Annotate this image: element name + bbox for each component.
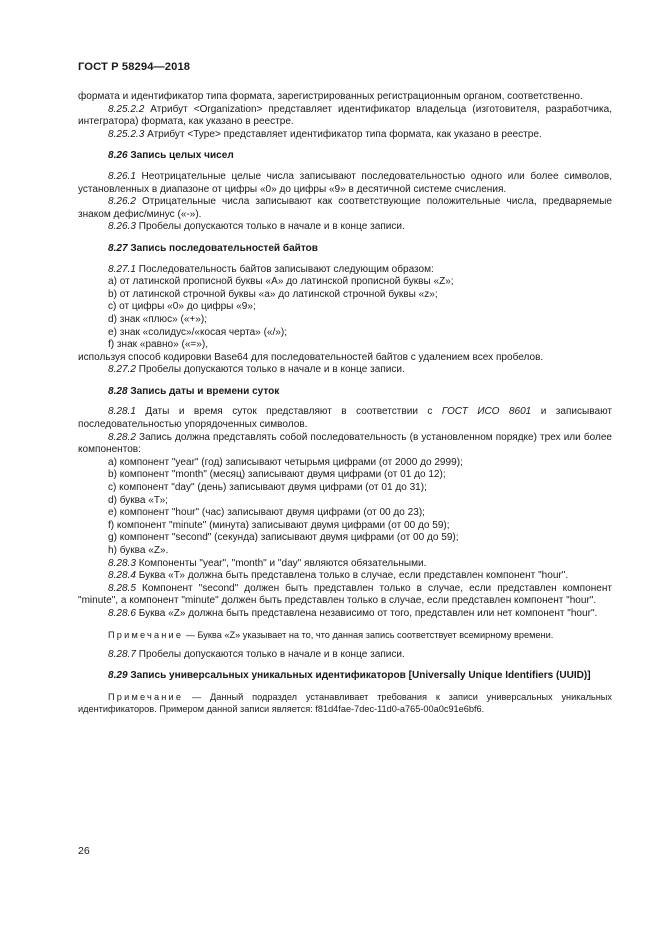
clause-8-27-1: 8.27.1 Последовательность байтов записывают следующим образом: [108,263,434,275]
clause-8-28-7: 8.28.7 Пробелы допускаются только в начале и в конце записи. [108,648,405,660]
list-item: с) компонент "day" (день) записывают двумя цифрами (от 01 до 31); [108,482,427,494]
note: Примечание — Буква «Z» указывает на то, что данная запись соответствует всемирному времени. [108,629,554,640]
clause-8-28-4: 8.28.4 Буква «Т» должна быть представлена только в случае, если представлен компонент "hour". [108,570,569,582]
section-heading-8-28: 8.28 Запись даты и времени суток [108,385,280,397]
list-item: е) знак «солидус»/«косая черта» («/»); [108,326,288,338]
clause-8-28-2: 8.28.2 Запись должна представлять собой последовательность (в установленном порядке) трех или более компонентов: [78,431,612,456]
section-heading-8-27: 8.27 Запись последовательностей байтов [108,242,318,254]
note: Примечание — Данный подраздел устанавливает требования к записи универсальных уникальных идентификаторов. Примером данной записи является: f81d4fae-7dec-11d0-a765-00a0c91e6bf6. [78,691,612,714]
list-item: с) от цифры «0» до цифры «9»; [108,301,256,313]
clause-8-26-2: 8.26.2 Отрицательные числа записывают как соответствующие положительные числа, предваряемые знаком дефис/минус («-»). [78,196,612,220]
clause-8-25-2-2: 8.25.2.2 Атрибут <Organization> представляет идентификатор владельца (изготовителя, разработчика, интегратора) формата, как указано в реестре. [78,103,612,128]
list-item: а) от латинской прописной буквы «А» до латинской прописной буквы «Z»; [108,276,454,288]
clause-8-28-6: 8.28.6 Буква «Z» должна быть представлена независимо от того, представлен или нет компонент "hour". [108,607,598,619]
clause-8-28-5: 8.28.5 Компонент "second" должен быть представлен только в случае, если представлен компонент "minute", а компонент "minute" должен быть представлен только в случае, если представлен компонент "hour". [78,582,612,607]
list-continuation: используя способ кодировки Base64 для последовательностей байтов с удалением всех пробелов. [78,351,544,363]
section-heading-8-29: 8.29 Запись универсальных уникальных идентификаторов [Universally Unique Identifiers (UUID)] [108,670,591,682]
clause-8-25-2-3: 8.25.2.3 Атрибут <Type> представляет идентификатор типа формата, как указано в реестре. [108,128,542,140]
document-body [78,91,612,715]
list-item: b) компонент "month" (месяц) записывают двумя цифрами (от 01 до 12); [108,469,446,481]
page-header: ГОСТ Р 58294—2018 [78,61,191,73]
clause-8-26-3: 8.26.3 Пробелы допускаются только в начале и в конце записи. [108,221,405,233]
clause-8-28-1: 8.28.1 Даты и время суток представляют в соответствии с ГОСТ ИСО 8601 и записывают последовательностью упорядоченных символов. [78,406,612,431]
list-item: g) компонент "second" (секунда) записывают двумя цифрами (от 00 до 59); [108,532,459,544]
list-item: h) буква «Z». [108,545,169,556]
list-item: d) знак «плюс» («+»); [108,313,208,325]
list-item: а) компонент "year" (год) записывают четырьмя цифрами (от 2000 до 2999); [108,456,463,468]
list-item: f) знак «равно» («=»), [108,339,208,351]
list-item: b) от латинской строчной буквы «а» до латинской строчной буквы «z»; [108,288,438,300]
list-item: d) буква «Т»; [108,494,168,506]
section-heading-8-26: 8.26 Запись целых чисел [108,150,234,162]
standard-reference: ГОСТ ИСО 8601 [441,406,532,418]
paragraph-continuation: формата и идентификатор типа формата, зарегистрированных регистрационным органом, соответственно. [78,91,583,102]
clause-8-27-2: 8.27.2 Пробелы допускаются только в начале и в конце записи. [108,364,405,376]
clause-8-28-3: 8.28.3 Компоненты "year", "month" и "day" являются обязательными. [108,557,427,569]
list-item: f) компонент "minute" (минута) записывают двумя цифрами (от 00 до 59); [108,519,450,531]
clause-8-26-1: 8.26.1 Неотрицательные целые числа записывают последовательностью одного или более символов, установленных в диапазоне от цифры «0» до цифры «9» в десятичной системе счисления. [78,170,612,195]
page-number: 26 [78,845,90,857]
list-item: е) компонент "hour" (час) записывают двумя цифрами (от 00 до 23); [108,507,425,519]
